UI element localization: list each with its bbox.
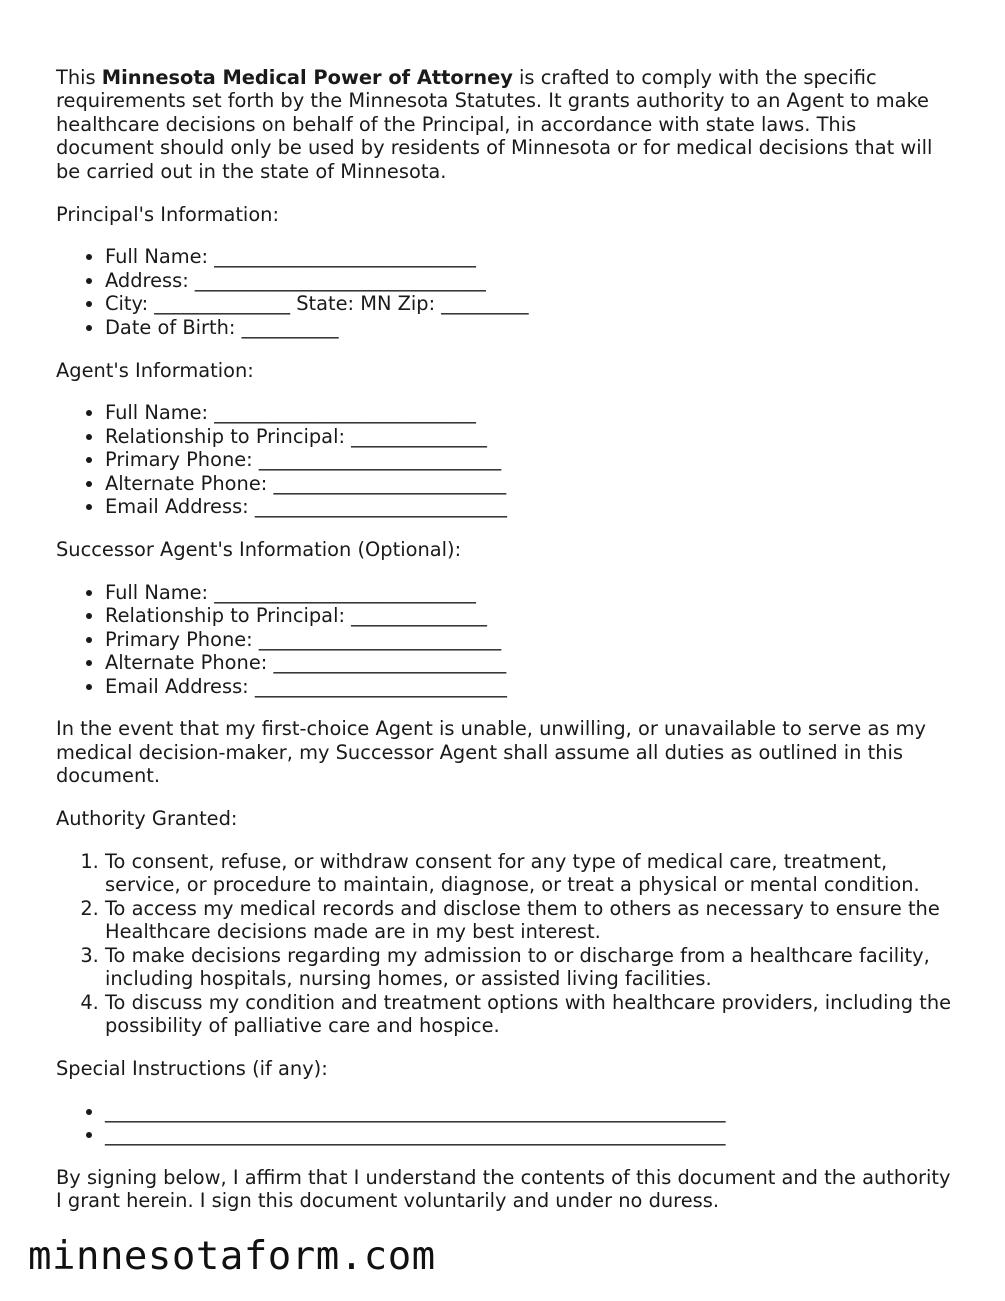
agent-email[interactable]: • Email Address: __________________________ [105, 495, 956, 518]
authority-list [56, 850, 956, 1037]
special-instruction-line[interactable]: • ________________________________________________________________ [105, 1123, 956, 1146]
successor-primary-phone[interactable]: • Primary Phone: _________________________ [105, 628, 956, 651]
document-body [56, 66, 956, 1232]
successor-heading: Successor Agent's Information (Optional): [56, 538, 462, 561]
successor-note: In the event that my first-choice Agent is unable, unwilling, or unavailable to serve as my medical decision-maker, my Successor Agent shall assume all duties as outlined in this document. [56, 717, 926, 788]
authority-item: 1. To consent, refuse, or withdraw consent for any type of medical care, treatment, service, or procedure to maintain, diagnose, or treat a physical or mental condition. [105, 850, 956, 897]
principal-address[interactable]: • Address: ______________________________ [105, 269, 956, 292]
authority-item: 4. To discuss my condition and treatment options with healthcare providers, including the possibility of palliative care and hospice. [105, 991, 956, 1038]
special-instruction-line[interactable]: • ________________________________________________________________ [105, 1100, 956, 1123]
agent-fields [56, 401, 956, 518]
successor-fields [56, 581, 956, 698]
successor-relationship[interactable]: • Relationship to Principal: ______________ [105, 604, 956, 627]
principal-full-name[interactable]: • Full Name: ___________________________ [105, 245, 956, 268]
agent-relationship[interactable]: • Relationship to Principal: ______________ [105, 425, 956, 448]
agent-full-name[interactable]: • Full Name: ___________________________ [105, 401, 956, 424]
agent-primary-phone[interactable]: • Primary Phone: _________________________ [105, 448, 956, 471]
principal-city-state-zip[interactable]: • City: ______________ State: MN Zip: _________ [105, 292, 956, 315]
intro-prefix: This [56, 66, 102, 89]
authority-heading: Authority Granted: [56, 807, 238, 831]
authority-item: 2. To access my medical records and disclose them to others as necessary to ensure the Healthcare decisions made are in my best interest. [105, 897, 956, 944]
successor-email[interactable]: • Email Address: __________________________ [105, 675, 956, 698]
agent-alternate-phone[interactable]: • Alternate Phone: ________________________ [105, 472, 956, 495]
authority-item: 3. To make decisions regarding my admission to or discharge from a healthcare facility, including hospitals, nursing homes, or assisted living facilities. [105, 944, 956, 991]
document-title: Minnesota Medical Power of Attorney [101, 66, 513, 89]
special-instructions-fields [56, 1100, 956, 1147]
principal-fields [56, 245, 956, 339]
affirmation-paragraph: By signing below, I affirm that I understand the contents of this document and the authority I grant herein. I sign this document voluntarily and under no duress. [56, 1166, 951, 1213]
successor-alternate-phone[interactable]: • Alternate Phone: ________________________ [105, 651, 956, 674]
intro-suffix: is crafted to comply with the specific requirements set forth by the Minnesota Statutes. It grants authority to an Agent to make healthcare decisions on behalf of the Principal, in accordance with state laws. This document should only be used by residents of Minnesota or for medical decisions that will be carried out in the state of Minnesota. [56, 66, 933, 183]
site-watermark: minnesotaform.com [28, 1234, 436, 1279]
intro-paragraph [56, 66, 956, 183]
principal-date-of-birth[interactable]: • Date of Birth: __________ [105, 316, 956, 339]
agent-heading: Agent's Information: [56, 358, 254, 382]
successor-full-name[interactable]: • Full Name: ___________________________ [105, 581, 956, 604]
principal-heading: Principal's Information: [56, 202, 280, 226]
special-instructions-heading: Special Instructions (if any): [56, 1056, 328, 1080]
